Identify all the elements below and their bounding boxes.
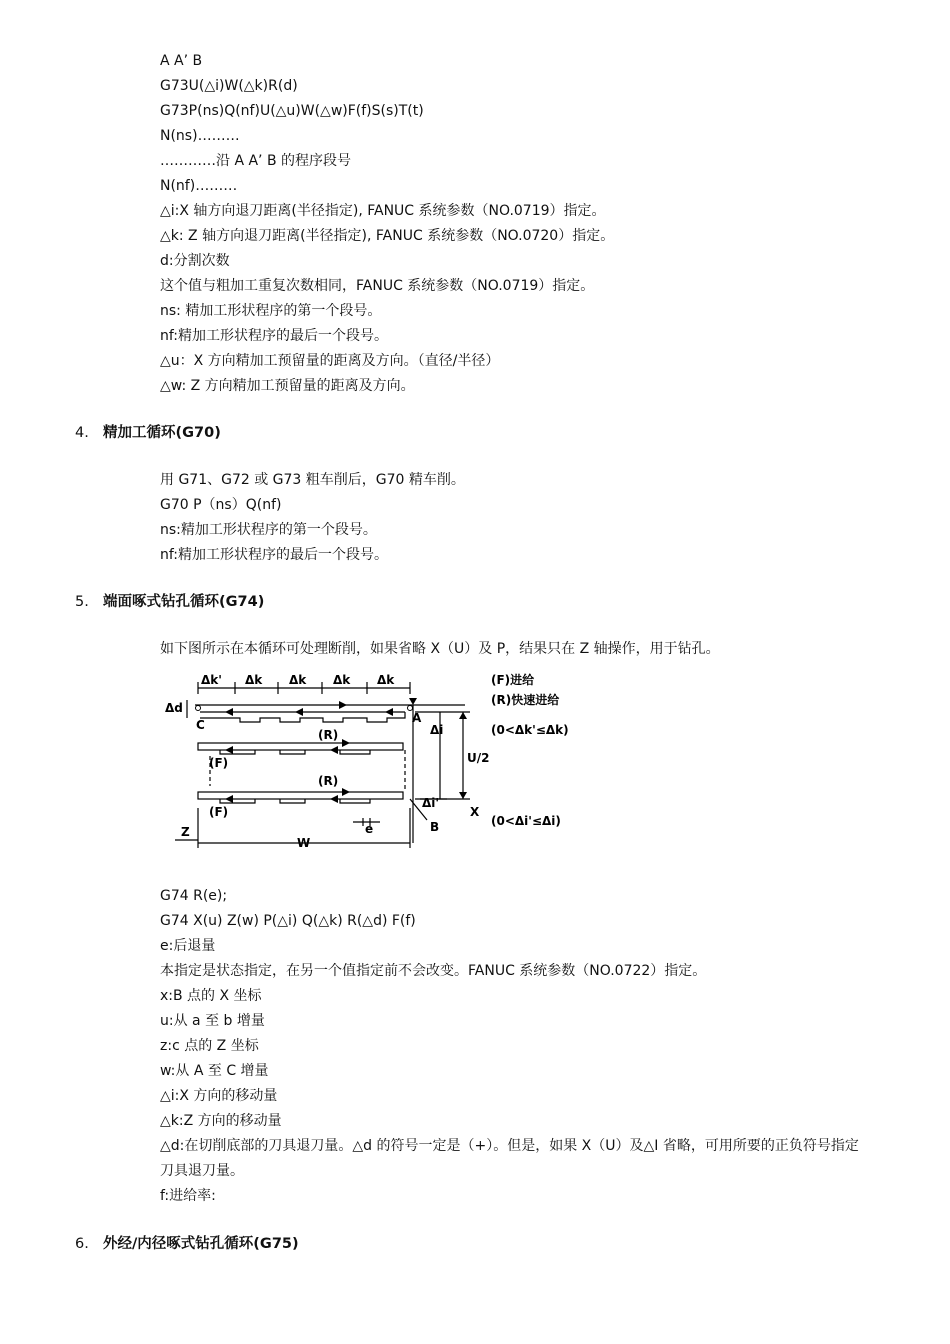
g74-cycle-diagram [165,668,585,854]
text-line: △i:X 方向的移动量 [160,1088,278,1104]
label-dd: Δd [165,701,183,715]
text-line: 这个值与粗加工重复次数相同，FANUC 系统参数（NO.0719）指定。 [160,278,595,294]
section-heading-g75 [75,1232,299,1257]
label-feed-1: (F) [209,756,229,770]
text-paragraph: △d:在切削底部的刀具退刀量。△d 的符号一定是（+）。但是，如果 X（U）及△I 省略，可用所要的正负符号指定刀具退刀量。 [160,1138,859,1179]
label-w: W [297,836,311,850]
text-line: G74 X(u) Z(w) P(△i) Q(△k) R(△d) F(f) [160,913,416,929]
text-line: G74 R(e); [160,888,228,904]
text-line: …………沿 A A’ B 的程序段号 [160,153,352,169]
g74-parameter-block [160,884,860,1209]
text-line: N(nf)……… [160,178,238,194]
text-line: 本指定是状态指定，在另一个值指定前不会改变。FANUC 系统参数（NO.0722）指定。 [160,963,707,979]
text-line: G73P(ns)Q(nf)U(△u)W(△w)F(f)S(s)T(t) [160,103,424,119]
section-heading-g74 [75,590,264,615]
label-c: C [196,718,205,732]
label-dk: Δk [333,673,351,687]
text-line: nf:精加工形状程序的最后一个段号。 [160,328,389,344]
text-line: G73U(△i)W(△k)R(d) [160,78,298,94]
section-number: 6. [75,1236,89,1252]
label-dk-prime: Δk' [201,673,222,687]
section-title: 外经/内径啄式钻孔循环(G75) [103,1236,299,1252]
section-number: 5. [75,594,89,610]
text-line: f:进给率: [160,1188,216,1204]
text-line: △k: Z 轴方向退刀距离(半径指定), FANUC 系统参数（NO.0720）指定。 [160,228,615,244]
g73-parameter-block [160,49,614,399]
g74-intro [160,637,720,662]
legend-feed: (F)进给 [491,673,535,687]
label-u2: U/2 [467,751,490,765]
label-b: B [430,820,440,834]
condition-i: (0<Δi'≤Δi) [491,814,561,828]
text-line: △i:X 轴方向退刀距离(半径指定), FANUC 系统参数（NO.0719）指定。 [160,203,606,219]
text-line: x:B 点的 X 坐标 [160,988,262,1004]
text-line: A A’ B [160,53,203,69]
text-line: z:c 点的 Z 坐标 [160,1038,259,1054]
label-dk: Δk [377,673,395,687]
text-line: u:从 a 至 b 增量 [160,1013,265,1029]
label-feed-2: (F) [209,805,229,819]
label-e: e [365,822,374,836]
text-line: d:分割次数 [160,253,230,269]
text-line: N(ns)……… [160,128,240,144]
text-line: △u：X 方向精加工预留量的距离及方向。（直径/半径） [160,353,500,369]
text-line: 如下图所示在本循环可处理断削，如果省略 X（U）及 P，结果只在 Z 轴操作，用于钻孔。 [160,641,720,657]
section-title: 精加工循环(G70) [103,425,221,441]
text-line: 用 G71、G72 或 G73 粗车削后，G70 精车削。 [160,472,465,488]
text-line: ns: 精加工形状程序的第一个段号。 [160,303,382,319]
label-di: Δi [430,723,444,737]
label-x: X [470,805,480,819]
g70-parameter-block [160,468,465,568]
legend-rapid: (R)快速进给 [491,693,560,707]
section-title: 端面啄式钻孔循环(G74) [103,594,265,610]
label-dk: Δk [245,673,263,687]
label-di-prime: Δi' [422,796,440,810]
text-line: nf:精加工形状程序的最后一个段号。 [160,547,389,563]
text-line: e:后退量 [160,938,216,954]
text-line: G70 P（ns）Q(nf) [160,497,282,513]
label-rapid-2: (R) [318,774,339,788]
condition-k: (0<Δk'≤Δk) [491,723,569,737]
label-a: A [412,711,422,725]
label-rapid-1: (R) [318,728,339,742]
label-dk: Δk [289,673,307,687]
section-number: 4. [75,425,89,441]
label-z: Z [181,825,190,839]
section-heading-g70 [75,421,221,446]
text-line: △k:Z 方向的移动量 [160,1113,282,1129]
text-line: ns:精加工形状程序的第一个段号。 [160,522,377,538]
text-line: △w: Z 方向精加工预留量的距离及方向。 [160,378,415,394]
text-line: w:从 A 至 C 增量 [160,1063,269,1079]
